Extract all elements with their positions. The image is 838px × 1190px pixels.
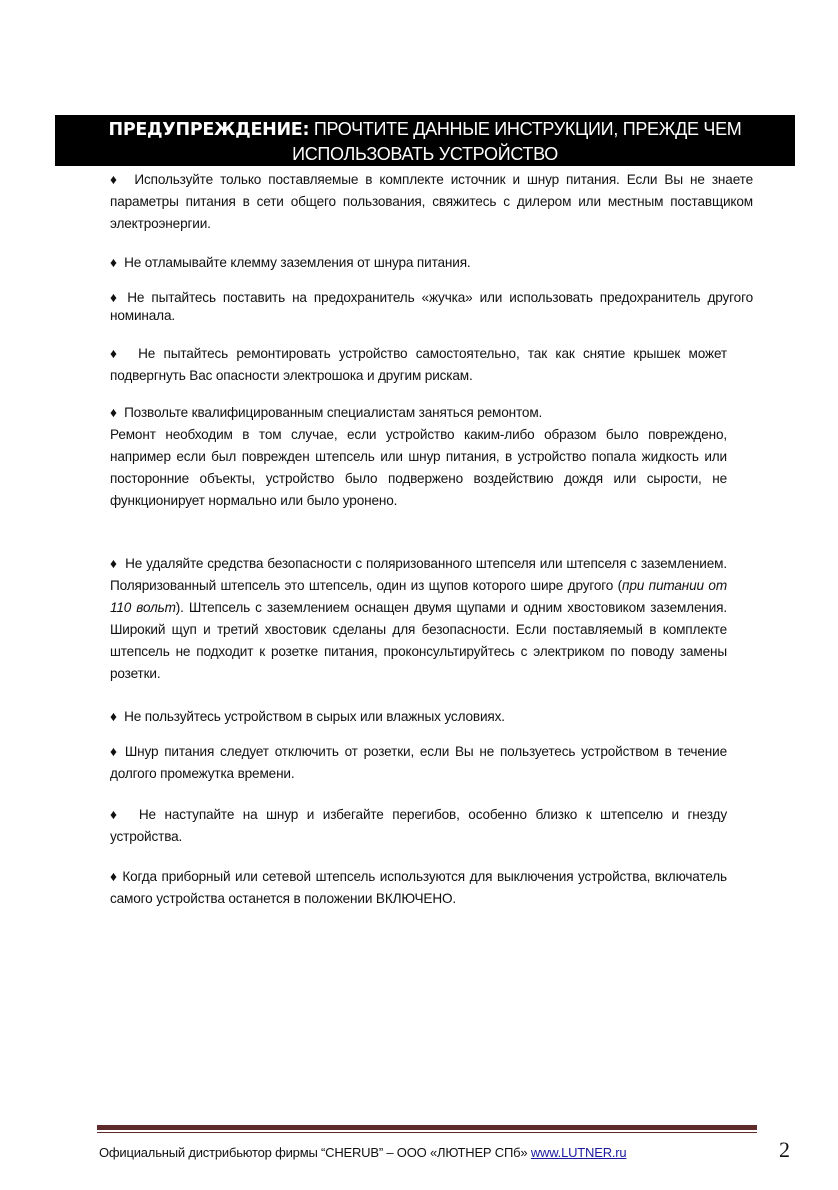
footer-link[interactable]: www.LUTNER.ru bbox=[530, 1145, 627, 1160]
bullet-icon: ♦ bbox=[110, 172, 121, 187]
paragraph bbox=[110, 553, 727, 685]
paragraph-text: Используйте только поставляемые в комплекте источник и шнур питания. Если Вы не знаете параметры питания в сети общего пользования, свяжитесь с дилером или местным поставщиком электроэнергии. bbox=[110, 172, 753, 231]
paragraph bbox=[110, 866, 727, 910]
paragraph-text: Когда приборный или сетевой штепсель используются для выключения устройства, включатель самого устройства останется в положении ВКЛЮЧЕНО. bbox=[110, 869, 727, 906]
bullet-icon: ♦ bbox=[110, 405, 117, 420]
paragraph bbox=[110, 706, 727, 728]
footer bbox=[99, 1145, 626, 1160]
italic-note: при питании от 110 вольт bbox=[110, 578, 727, 615]
page-number: 2 bbox=[779, 1137, 790, 1162]
bullet-icon: ♦ bbox=[110, 744, 119, 759]
paragraph bbox=[110, 741, 727, 785]
footer-rule bbox=[97, 1125, 757, 1130]
warning-label: ПРЕДУПРЕЖДЕНИЕ: bbox=[108, 120, 310, 140]
paragraph-text: Не наступайте на шнур и избегайте перегибов, особенно близко к штепселю и гнезду устройства. bbox=[110, 807, 727, 844]
paragraph-text: Не пользуйтесь устройством в сырых или влажных условиях. bbox=[124, 709, 505, 724]
paragraph-text: Не пытайтесь ремонтировать устройство самостоятельно, так как снятие крышек может подвергнуть Вас опасности электрошока и другим рискам. bbox=[110, 346, 727, 383]
footer-rule-thin bbox=[97, 1132, 757, 1133]
paragraph-text: Позвольте квалифицированным специалистам заняться ремонтом. bbox=[124, 405, 543, 420]
footer-text: Официальный дистрибьютор фирмы “CHERUB” – ООО «ЛЮТНЕР СПб» bbox=[99, 1145, 531, 1160]
paragraph bbox=[110, 252, 753, 274]
bullet-icon: ♦ bbox=[110, 869, 118, 884]
paragraph bbox=[110, 289, 753, 325]
paragraph-text: Шнур питания следует отключить от розетки, если Вы не пользуетесь устройством в течение долгого промежутка времени. bbox=[110, 744, 727, 781]
warning-text: ПРОЧТИТЕ ДАННЫЕ ИНСТРУКЦИИ, ПРЕЖДЕ ЧЕМ bbox=[309, 119, 742, 139]
paragraph-text: Не отламывайте клемму заземления от шнура питания. bbox=[124, 255, 471, 270]
paragraph bbox=[110, 804, 727, 848]
paragraph bbox=[110, 402, 727, 512]
paragraph bbox=[110, 343, 727, 387]
bullet-icon: ♦ bbox=[110, 709, 117, 724]
warning-text-line2: ИСПОЛЬЗОВАТЬ УСТРОЙСТВО bbox=[292, 144, 558, 164]
paragraph-text: Не удаляйте средства безопасности с поляризованного штепселя или штепселя с заземлением. Поляризованный штепсель это штепсель, один из щупов которого шире другого ( bbox=[110, 556, 727, 593]
paragraph bbox=[110, 169, 753, 235]
bullet-icon: ♦ bbox=[110, 346, 122, 361]
paragraph-text: Ремонт необходим в том случае, если устройство каким-либо образом было повреждено, например если был поврежден штепсель или шнур питания, в устройство попала жидкость или посторонние объекты, устройство было подвержено воздействию дождя или сырости, не функционирует нормально или было уронено. bbox=[110, 427, 727, 508]
bullet-icon: ♦ bbox=[110, 807, 122, 822]
bullet-icon: ♦ bbox=[110, 255, 117, 270]
paragraph-text: Не пытайтесь поставить на предохранитель «жучка» или использовать предохранитель другого номинала. bbox=[110, 290, 753, 323]
warning-banner bbox=[55, 115, 795, 166]
bullet-icon: ♦ bbox=[110, 556, 118, 571]
paragraph-text: ). Штепсель с заземлением оснащен двумя щупами и одним хвостовиком заземления. Широкий щуп и третий хвостовик сделаны для безопасности. Если поставляемый в комплекте штепсель не подходит к розетке питания, проконсультируйтесь с электриком по поводу замены розетки. bbox=[110, 600, 728, 681]
bullet-icon: ♦ bbox=[110, 290, 121, 305]
